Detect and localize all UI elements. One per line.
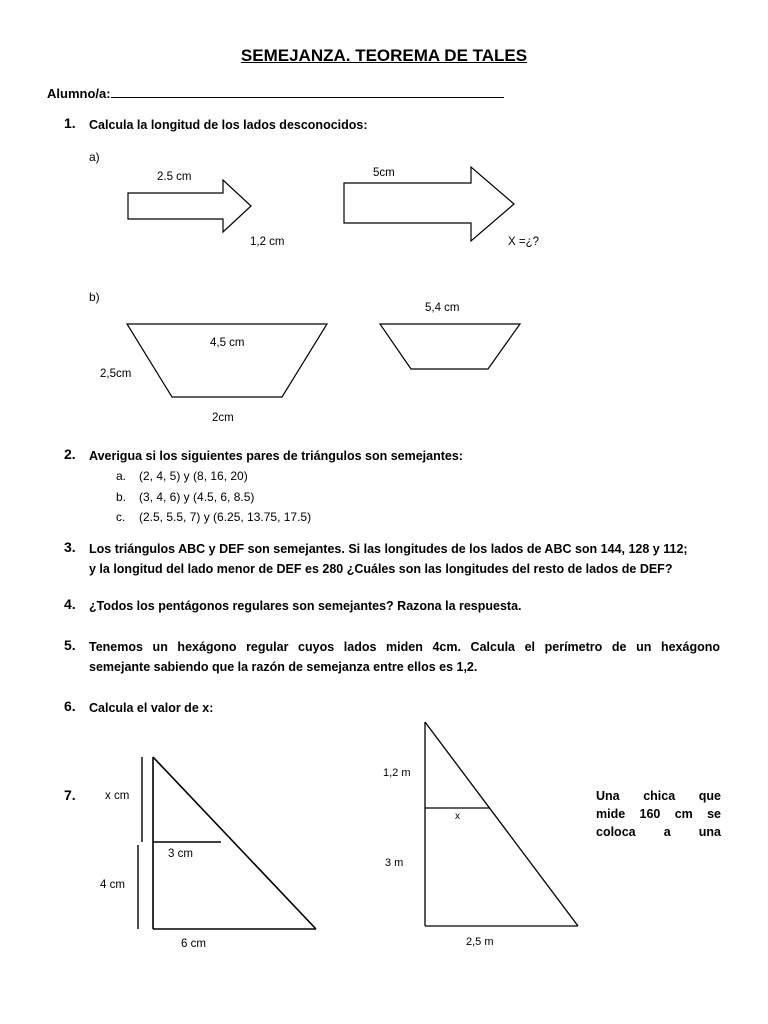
- q7-line-3: coloca a una: [596, 825, 721, 839]
- list-item: c. (2.5, 5.5, 7) y (6.25, 13.75, 17.5): [116, 510, 312, 524]
- q3-line-1: Los triángulos ABC y DEF son semejantes. Si las longitudes de los lados de ABC son 144, 128 y 112;: [89, 542, 688, 556]
- q4-text: ¿Todos los pentágonos regulares son semejantes? Razona la respuesta.: [89, 599, 522, 613]
- list-item: b. (3, 4, 6) y (4.5, 6, 8.5): [116, 489, 255, 504]
- q7-line-1: Una chica que: [596, 789, 721, 803]
- list-item: a. (2, 4, 5) y (8, 16, 20): [116, 469, 248, 483]
- fig1-mid-label: 3 cm: [168, 848, 193, 860]
- fig1-base-label: 6 cm: [181, 938, 206, 950]
- q1-text: Calcula la longitud de los lados desconocidos:: [89, 118, 368, 132]
- q3-number: 3.: [64, 539, 76, 555]
- q7-text: [596, 787, 721, 841]
- trapezoid1-bottom-label: 2cm: [212, 412, 234, 424]
- fig1-side-label: 4 cm: [100, 879, 125, 891]
- small-trapezoid-shape: [380, 324, 520, 369]
- arrow2-bottom-label: X =¿?: [508, 236, 540, 248]
- q3-text: [89, 539, 721, 579]
- fig2-top-label: 1,2 m: [383, 767, 411, 779]
- large-trapezoid-shape: [127, 324, 327, 397]
- large-arrow-shape: [344, 167, 514, 241]
- trapezoid1-side-label: 2,5cm: [100, 368, 132, 380]
- q7-number: 7.: [64, 787, 76, 803]
- trapezoid2-top-label: 5,4 cm: [425, 302, 460, 314]
- arrow1-top-label: 2.5 cm: [157, 171, 192, 183]
- arrow2-top-label: 5cm: [373, 167, 395, 179]
- q6-text: Calcula el valor de x:: [89, 701, 214, 715]
- q5-text: [89, 637, 720, 677]
- q7-line-2: mide 160 cm se: [596, 807, 721, 821]
- q2-text: Averigua si los siguientes pares de triángulos son semejantes:: [89, 449, 463, 463]
- fig1-x-label: x cm: [105, 790, 130, 802]
- q5-number: 5.: [64, 637, 76, 653]
- q5-line-1: Tenemos un hexágono regular cuyos lados miden 4cm. Calcula el perímetro de un hexágono: [89, 640, 720, 654]
- triangle-figure-1: [138, 757, 316, 929]
- page-title: SEMEJANZA. TEOREMA DE TALES: [240, 46, 528, 65]
- q6-number: 6.: [64, 698, 76, 714]
- fig2-side-label: 3 m: [385, 857, 404, 869]
- q2-list: [116, 466, 311, 528]
- q5-line-2: semejante sabiendo que la razón de semejanza entre ellos es 1,2.: [89, 660, 478, 674]
- q2-number: 2.: [64, 446, 76, 462]
- student-label: Alumno/a:: [47, 86, 111, 101]
- fig2-base-label: 2,5 m: [466, 936, 494, 948]
- q1-number: 1.: [64, 115, 76, 131]
- q4-number: 4.: [64, 596, 76, 612]
- small-arrow-shape: [128, 180, 251, 232]
- arrow1-bottom-label: 1,2 cm: [250, 236, 285, 248]
- trapezoid1-top-label: 4,5 cm: [210, 337, 245, 349]
- triangle-figure-2: [425, 722, 578, 926]
- q1b-label: b): [89, 290, 100, 304]
- q1a-label: a): [89, 150, 100, 164]
- q3-line-2: y la longitud del lado menor de DEF es 280 ¿Cuáles son las longitudes del resto de lados de DEF?: [89, 562, 673, 576]
- fig2-x-label: x: [455, 811, 460, 822]
